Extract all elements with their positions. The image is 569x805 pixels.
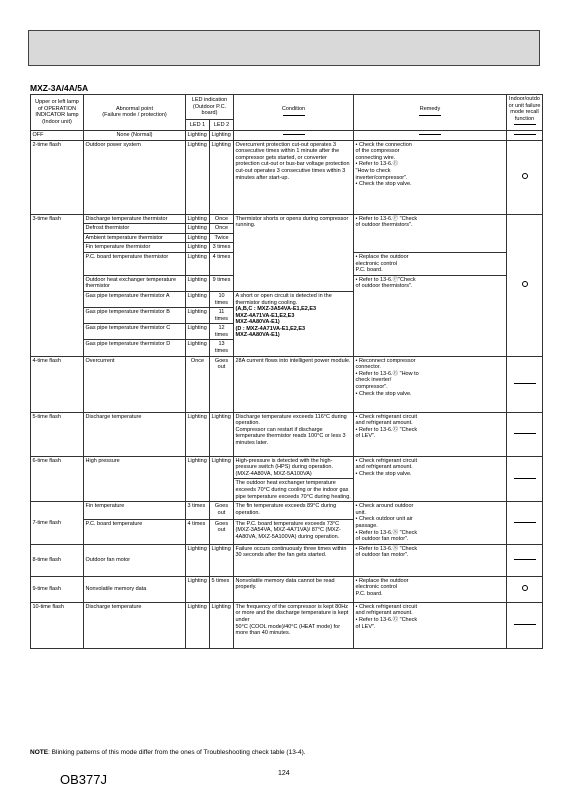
recall-circle-mark (522, 173, 528, 179)
header-abnormal-point: Abnormal point (Failure mode / protection) (84, 95, 186, 131)
led2-cell: Twice (210, 233, 234, 243)
led2-cell: 9 times (210, 275, 234, 291)
remedy-cell: • Refer to 13-6.Ⓢ "Check of outdoor fan motor". (354, 544, 507, 576)
model-title: MXZ-3A/4A/5A (30, 83, 89, 93)
condition-cell: Overcurrent protection cut-out operates 3 consecutive times within 1 minute after the compressor gets started, or converter protection cut-out or bus-bar voltage protection cut-out operates 3 consecutive times within 3 minutes after start-up. (234, 140, 354, 214)
lamp-cell: OFF (31, 130, 84, 140)
lamp-cell: 10-time flash (31, 602, 84, 648)
led1-cell: Lighting (186, 544, 210, 576)
point-cell: Gas pipe temperature thermistor C (84, 324, 186, 340)
led2-cell: Goes out (210, 519, 234, 544)
remedy-cell: • Replace the outdoor electronic control P.C. board. (354, 252, 507, 275)
lamp-cell: 2-time flash (31, 140, 84, 214)
condition-cell (234, 130, 354, 140)
table-row (31, 456, 543, 479)
led2-cell: 10 times (210, 291, 234, 307)
led2-cell: Once (210, 224, 234, 234)
table-row (31, 140, 543, 214)
led2-cell: Once (210, 214, 234, 224)
header-led2: LED 2 (210, 120, 234, 131)
led1-cell: Lighting (186, 252, 210, 275)
led1-cell: Lighting (186, 456, 210, 502)
led1-cell: 3 times (186, 502, 210, 520)
recall-cell (507, 456, 543, 502)
dash-mark (514, 522, 536, 523)
dash-mark (283, 115, 305, 116)
dash-mark (283, 134, 305, 135)
point-cell: Fin temperature thermistor (84, 243, 186, 253)
recall-cell (507, 214, 543, 356)
remedy-cell: • Reconnect compressor connector. • Refer to 13-6.Ⓔ "How to check inverter/ compressor". • Check the stop valve. (354, 356, 507, 412)
point-cell: Outdoor heat exchanger temperature thermistor (84, 275, 186, 291)
condition-cell: The P.C. board temperature exceeds 73°C (MXZ-3A54VA, MXZ-4A71VA)/ 87°C (MXZ-4A80VA, MXZ-5A100VA) during operation. (234, 519, 354, 544)
led2-cell: Goes out (210, 356, 234, 412)
led1-cell: Lighting (186, 291, 210, 307)
led1-cell: Lighting (186, 576, 210, 602)
led1-cell: Once (186, 356, 210, 412)
header-row (31, 95, 543, 120)
point-cell: Gas pipe temperature thermistor D (84, 340, 186, 356)
point-cell: Defrost thermistor (84, 224, 186, 234)
lamp-cell: 3-time flash (31, 214, 84, 356)
header-led1: LED 1 (186, 120, 210, 131)
point-cell: Outdoor power system (84, 140, 186, 214)
condition-cell: Thermistor shorts or opens during compressor running. (234, 214, 354, 291)
table-row (31, 576, 543, 602)
recall-cell (507, 576, 543, 602)
led1-cell: Lighting (186, 233, 210, 243)
recall-cell (507, 544, 543, 576)
led2-cell: 13 times (210, 340, 234, 356)
remedy-cell: • Check refrigerant circuit and refrigerant amount. • Refer to 13-6.Ⓖ "Check of LEV". (354, 412, 507, 456)
document-code: OB377J (60, 772, 107, 787)
lamp-cell: 5-time flash (31, 412, 84, 456)
led2-cell: Lighting (210, 412, 234, 456)
recall-circle-mark (522, 281, 528, 287)
dash-mark (514, 624, 536, 625)
condition-cell: Failure occurs continuously three times within 30 seconds after the fan gets started. (234, 544, 354, 576)
remedy-cell: • Refer to 13-6.Ⓕ "Check of outdoor thermistors". (354, 214, 507, 252)
remedy-cell: • Check refrigerant circuit and refrigerant amount. • Check the stop valve. (354, 456, 507, 502)
led2-cell: 11 times (210, 308, 234, 324)
header-condition: Condition (234, 95, 354, 131)
lamp-cell: 8-time flash (31, 544, 84, 576)
footnote: NOTE: Blinking patterns of this mode differ from the ones of Troubleshooting check table (13-4). (30, 749, 306, 756)
led1-cell: Lighting (186, 275, 210, 291)
header-lamp: Upper or left lamp of OPERATION INDICATOR lamp (Indoor unit) (31, 95, 84, 131)
led2-cell: Lighting (210, 456, 234, 502)
led1-cell: Lighting (186, 324, 210, 340)
header-bar (28, 30, 540, 66)
lamp-cell: 4-time flash (31, 356, 84, 412)
point-cell: Discharge temperature (84, 412, 186, 456)
lamp-cell: 7-time flash (31, 502, 84, 545)
led1-cell: Lighting (186, 224, 210, 234)
point-cell: High pressure (84, 456, 186, 502)
point-cell: Discharge temperature (84, 602, 186, 648)
led1-cell: Lighting (186, 412, 210, 456)
remedy-cell: • Refer to 13-6.Ⓕ"Check of outdoor thermistors". (354, 275, 507, 356)
dash-mark (419, 115, 441, 116)
dash-mark (419, 134, 441, 135)
remedy-cell: • Check around outdoor unit. • Check outdoor unit air passage. • Refer to 13-6.Ⓢ "Check of outdoor fan motor". (354, 502, 507, 545)
dash-mark (514, 478, 536, 479)
condition-cell: Nonvolatile memory data cannot be read properly. (234, 576, 354, 602)
remedy-cell: • Replace the outdoor electronic control P.C. board. (354, 576, 507, 602)
page-number: 124 (278, 770, 290, 777)
condition-cell: Discharge temperature exceeds 116°C during operation. Compressor can restart if discharge temperature thermistor reads 100°C or less 3 minutes later. (234, 412, 354, 456)
led2-cell: Lighting (210, 130, 234, 140)
condition-cell: The fin temperature exceeds 89°C during operation. (234, 502, 354, 520)
recall-cell (507, 412, 543, 456)
table-row (31, 214, 543, 224)
led1-cell: Lighting (186, 340, 210, 356)
led2-cell: 5 times (210, 576, 234, 602)
point-cell: Ambient temperature thermistor (84, 233, 186, 243)
condition-cell: 28A current flows into intelligent power module. (234, 356, 354, 412)
point-cell: Outdoor fan motor (84, 544, 186, 576)
point-cell: P.C. board temperature (84, 519, 186, 544)
lamp-cell: 9-time flash (31, 576, 84, 602)
table-row (31, 502, 543, 520)
table-row (31, 412, 543, 456)
led2-cell: 4 times (210, 252, 234, 275)
recall-cell (507, 502, 543, 545)
led1-cell: 4 times (186, 519, 210, 544)
table-row (31, 602, 543, 648)
header-led-indication: LED indication (Outdoor P.C. board) (186, 95, 234, 120)
condition-cell: High-pressure is detected with the high-pressure switch (HPS) during operation. (MXZ-4A80VA, MXZ-5A100VA) (234, 456, 354, 479)
condition-cell: The frequency of the compressor is kept 80Hz or more and the discharge temperature is kept under 50°C (COOL mode)/40°C (HEAT mode) for more than 40 minutes. (234, 602, 354, 648)
table-row (31, 356, 543, 412)
recall-cell (507, 356, 543, 412)
led2-cell: Lighting (210, 544, 234, 576)
condition-cell: A short or open circuit is detected in the thermistor during cooling. (A,B,C : MXZ-3A54VA-E1,E2,E3 MXZ-4A71VA-E1,E2,E3 MXZ-4A80VA-E1) (D : MXZ-4A71VA-E1,E2,E3 MXZ-4A80VA-E1) (234, 291, 354, 356)
led2-cell: Lighting (210, 140, 234, 214)
dash-mark (514, 134, 536, 135)
point-cell: Gas pipe temperature thermistor B (84, 308, 186, 324)
recall-cell (507, 140, 543, 214)
point-cell: Overcurrent (84, 356, 186, 412)
point-cell: Discharge temperature thermistor (84, 214, 186, 224)
led2-cell: Lighting (210, 602, 234, 648)
led1-cell: Lighting (186, 308, 210, 324)
condition-cell: The outdoor heat exchanger temperature exceeds 70°C during cooling or the indoor gas pipe temperature exceeds 70°C during heating. (234, 479, 354, 502)
led1-cell: Lighting (186, 140, 210, 214)
remedy-cell (354, 130, 507, 140)
point-cell: P.C. board temperature thermistor (84, 252, 186, 275)
recall-circle-mark (522, 585, 528, 591)
led2-cell: 12 times (210, 324, 234, 340)
dash-mark (514, 559, 536, 560)
led1-cell: Lighting (186, 602, 210, 648)
dash-mark (514, 433, 536, 434)
dash-mark (514, 124, 536, 125)
table-row (31, 130, 543, 140)
header-remedy: Remedy (354, 95, 507, 131)
dash-mark (514, 383, 536, 384)
led1-cell: Lighting (186, 243, 210, 253)
recall-cell (507, 602, 543, 648)
led2-cell: 3 times (210, 243, 234, 253)
point-cell: Gas pipe temperature thermistor A (84, 291, 186, 307)
point-cell: Fin temperature (84, 502, 186, 520)
point-cell: Nonvolatile memory data (84, 576, 186, 602)
remedy-cell: • Check refrigerant circuit and refrigerant amount. • Refer to 13-6.Ⓖ "Check of LEV". (354, 602, 507, 648)
troubleshooting-table (30, 94, 543, 649)
recall-cell (507, 130, 543, 140)
point-cell: None (Normal) (84, 130, 186, 140)
remedy-cell: • Check the connection of the compressor connecting wire. • Refer to 13-6.Ⓔ "How to check inverter/compressor". • Check the stop valve. (354, 140, 507, 214)
header-recall-function: Indoor/outdoor unit failure mode recall function (507, 95, 543, 131)
lamp-cell: 6-time flash (31, 456, 84, 502)
led1-cell: Lighting (186, 214, 210, 224)
table-row (31, 544, 543, 576)
led2-cell: Goes out (210, 502, 234, 520)
led1-cell: Lighting (186, 130, 210, 140)
